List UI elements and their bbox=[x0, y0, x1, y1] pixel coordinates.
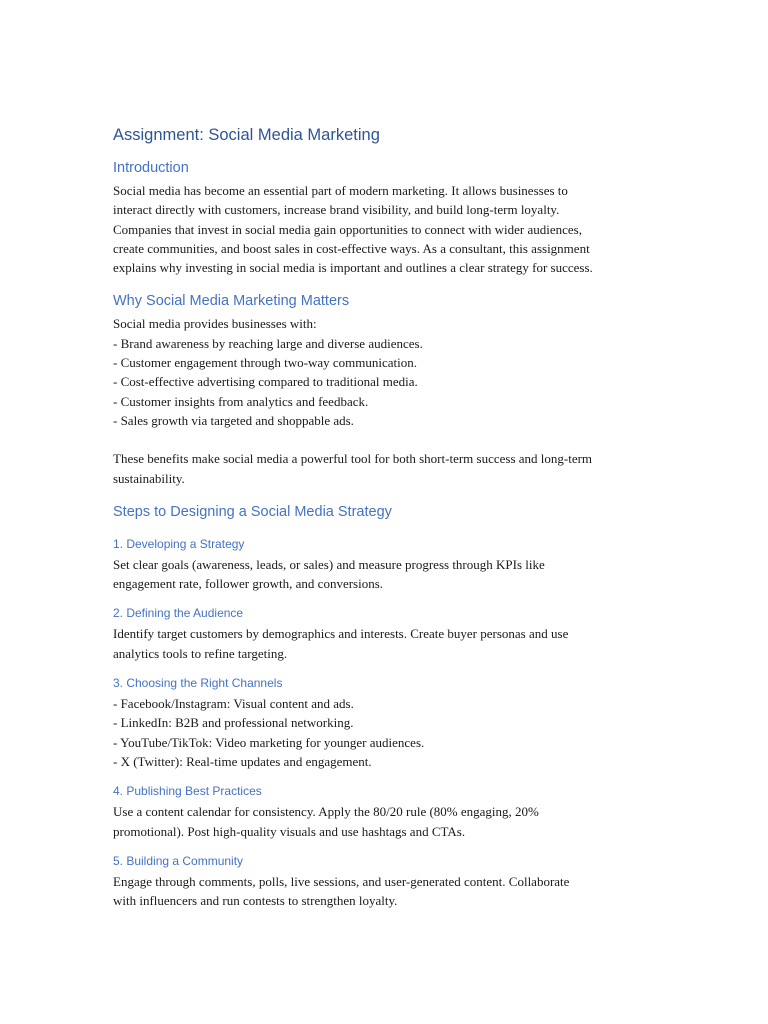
step-paragraph bbox=[113, 872, 673, 911]
why-closing-paragraph bbox=[113, 449, 673, 488]
steps-section bbox=[113, 502, 673, 911]
introduction-paragraph bbox=[113, 181, 673, 277]
step-developing-strategy bbox=[113, 536, 673, 594]
step-choosing-channels bbox=[113, 675, 673, 771]
step-paragraph bbox=[113, 624, 673, 663]
why-heading: Why Social Media Marketing Matters bbox=[113, 293, 350, 310]
list-item: - Sales growth via targeted and shoppable ads. bbox=[113, 412, 354, 428]
text-line: Set clear goals (awareness, leads, or sales) and measure progress through KPIs like bbox=[113, 556, 545, 572]
step-heading: 2. Defining the Audience bbox=[113, 606, 244, 621]
text-line: with influencers and run contests to strengthen loyalty. bbox=[113, 893, 398, 909]
text-line: Use a content calendar for consistency. Apply the 80/20 rule (80% engaging, 20% bbox=[113, 804, 539, 820]
list-item: - Brand awareness by reaching large and diverse audiences. bbox=[113, 335, 423, 351]
introduction-heading: Introduction bbox=[113, 160, 189, 176]
introduction-section bbox=[113, 158, 673, 277]
list-item: - Facebook/Instagram: Visual content and ads. bbox=[113, 696, 354, 712]
document-title: Assignment: Social Media Marketing bbox=[113, 126, 380, 144]
text-line: Engage through comments, polls, live sessions, and user-generated content. Collaborate bbox=[113, 873, 570, 889]
step-paragraph bbox=[113, 555, 673, 594]
document-page bbox=[113, 124, 673, 910]
step-heading: 1. Developing a Strategy bbox=[113, 536, 245, 551]
text-line: Identify target customers by demographics and interests. Create buyer personas and use bbox=[113, 626, 569, 642]
step-paragraph bbox=[113, 694, 673, 771]
text-line: engagement rate, follower growth, and conversions. bbox=[113, 576, 384, 592]
steps-heading: Steps to Designing a Social Media Strategy bbox=[113, 503, 392, 520]
step-publishing-practices bbox=[113, 783, 673, 841]
list-item: - X (Twitter): Real-time updates and engagement. bbox=[113, 753, 372, 769]
list-item: - Customer engagement through two-way communication. bbox=[113, 355, 417, 371]
text-line: promotional). Post high-quality visuals and use hashtags and CTAs. bbox=[113, 823, 466, 839]
list-item: - Customer insights from analytics and feedback. bbox=[113, 393, 369, 409]
list-item: - YouTube/TikTok: Video marketing for younger audiences. bbox=[113, 734, 425, 750]
text-line: Social media has become an essential part of modern marketing. It allows businesses to bbox=[113, 183, 568, 198]
why-section bbox=[113, 291, 673, 487]
step-building-community bbox=[113, 853, 673, 911]
step-defining-audience bbox=[113, 605, 673, 663]
step-heading: 5. Building a Community bbox=[113, 853, 244, 868]
text-line: sustainability. bbox=[113, 470, 185, 486]
list-item: - Cost-effective advertising compared to traditional media. bbox=[113, 374, 418, 390]
text-line: create communities, and boost sales in cost-effective ways. As a consultant, this assignment bbox=[113, 240, 590, 256]
step-paragraph bbox=[113, 802, 673, 841]
text-line: These benefits make social media a powerful tool for both short-term success and long-term bbox=[113, 451, 593, 467]
text-line: analytics tools to refine targeting. bbox=[113, 645, 288, 661]
list-item: - LinkedIn: B2B and professional networking. bbox=[113, 715, 354, 731]
text-line: interact directly with customers, increase brand visibility, and build long-term loyalty. bbox=[113, 202, 560, 218]
text-line: Companies that invest in social media gain opportunities to connect with wider audiences, bbox=[113, 221, 582, 237]
text-line: Social media provides businesses with: bbox=[113, 316, 317, 332]
text-line: explains why investing in social media is important and outlines a clear strategy for success. bbox=[113, 260, 593, 276]
step-heading: 3. Choosing the Right Channels bbox=[113, 676, 283, 691]
step-heading: 4. Publishing Best Practices bbox=[113, 784, 262, 799]
why-list bbox=[113, 314, 673, 430]
